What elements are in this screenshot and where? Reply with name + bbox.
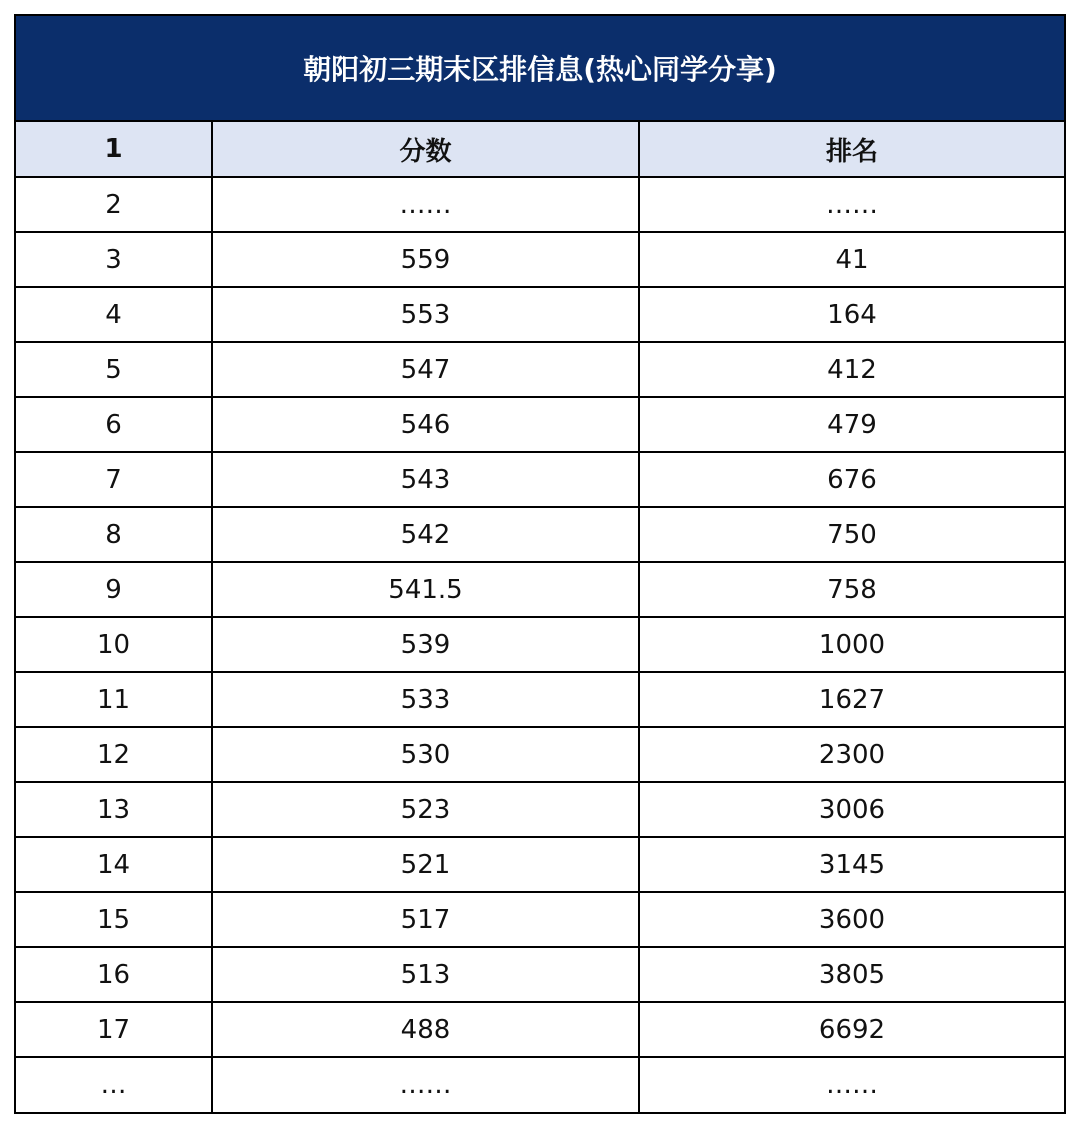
table-row <box>16 177 1064 232</box>
row-score: …… <box>212 1057 639 1112</box>
row-rank: 2300 <box>639 727 1064 782</box>
row-index: 4 <box>16 287 212 342</box>
table-row <box>16 452 1064 507</box>
row-rank: 3145 <box>639 837 1064 892</box>
row-index: 8 <box>16 507 212 562</box>
row-score: 521 <box>212 837 639 892</box>
row-rank: …… <box>826 1070 878 1100</box>
row-rank: 1000 <box>639 617 1064 672</box>
table-row <box>16 342 1064 397</box>
table-row <box>16 287 1064 342</box>
row-score: 533 <box>212 672 639 727</box>
row-index: 6 <box>16 397 212 452</box>
row-index: 16 <box>16 947 212 1002</box>
row-score: 530 <box>212 727 639 782</box>
table-row <box>16 507 1064 562</box>
table-row <box>16 617 1064 672</box>
table-row <box>16 727 1064 782</box>
row-index: 10 <box>16 617 212 672</box>
row-score: 523 <box>212 782 639 837</box>
header-score: 分数 <box>212 122 639 177</box>
header-rank: 排名 <box>639 122 1064 177</box>
row-index: 5 <box>16 342 212 397</box>
row-score: 488 <box>212 1002 639 1057</box>
row-index: 7 <box>16 452 212 507</box>
row-score: …… <box>212 177 639 232</box>
row-index: 14 <box>16 837 212 892</box>
row-rank: 3600 <box>639 892 1064 947</box>
table-row <box>16 232 1064 287</box>
header-row <box>16 122 1064 177</box>
row-score: 546 <box>212 397 639 452</box>
table-row <box>16 892 1064 947</box>
table-row <box>16 562 1064 617</box>
row-index: … <box>16 1057 212 1112</box>
row-index: 3 <box>16 232 212 287</box>
row-rank: 479 <box>639 397 1064 452</box>
row-score: 513 <box>212 947 639 1002</box>
header-index: 1 <box>16 122 212 177</box>
row-index: 12 <box>16 727 212 782</box>
row-score: 547 <box>212 342 639 397</box>
ranking-table-sheet <box>14 14 1066 1114</box>
table-title: 朝阳初三期末区排信息(热心同学分享) <box>16 16 1064 122</box>
row-index: 13 <box>16 782 212 837</box>
row-index: 11 <box>16 672 212 727</box>
table-row <box>16 947 1064 1002</box>
table-row <box>16 672 1064 727</box>
row-score: 542 <box>212 507 639 562</box>
row-score: 553 <box>212 287 639 342</box>
row-rank: 412 <box>639 342 1064 397</box>
row-score: 541.5 <box>212 562 639 617</box>
row-rank: 41 <box>639 232 1064 287</box>
table-row <box>16 837 1064 892</box>
row-index: 15 <box>16 892 212 947</box>
row-rank: 758 <box>639 562 1064 617</box>
row-rank: 6692 <box>639 1002 1064 1057</box>
row-score: 517 <box>212 892 639 947</box>
row-score: 559 <box>212 232 639 287</box>
table-row <box>16 397 1064 452</box>
row-rank: 164 <box>639 287 1064 342</box>
table-row <box>16 782 1064 837</box>
row-score: 543 <box>212 452 639 507</box>
row-rank: 676 <box>639 452 1064 507</box>
row-rank: 3805 <box>639 947 1064 1002</box>
row-rank: 3006 <box>639 782 1064 837</box>
row-score: 539 <box>212 617 639 672</box>
row-index: 9 <box>16 562 212 617</box>
row-rank: 750 <box>639 507 1064 562</box>
row-index: 2 <box>16 177 212 232</box>
row-rank: …… <box>639 177 1064 232</box>
row-index: 17 <box>16 1002 212 1057</box>
row-rank: 1627 <box>639 672 1064 727</box>
ranking-table <box>16 122 1064 1112</box>
table-row <box>16 1002 1064 1057</box>
table-row <box>16 1057 1064 1112</box>
